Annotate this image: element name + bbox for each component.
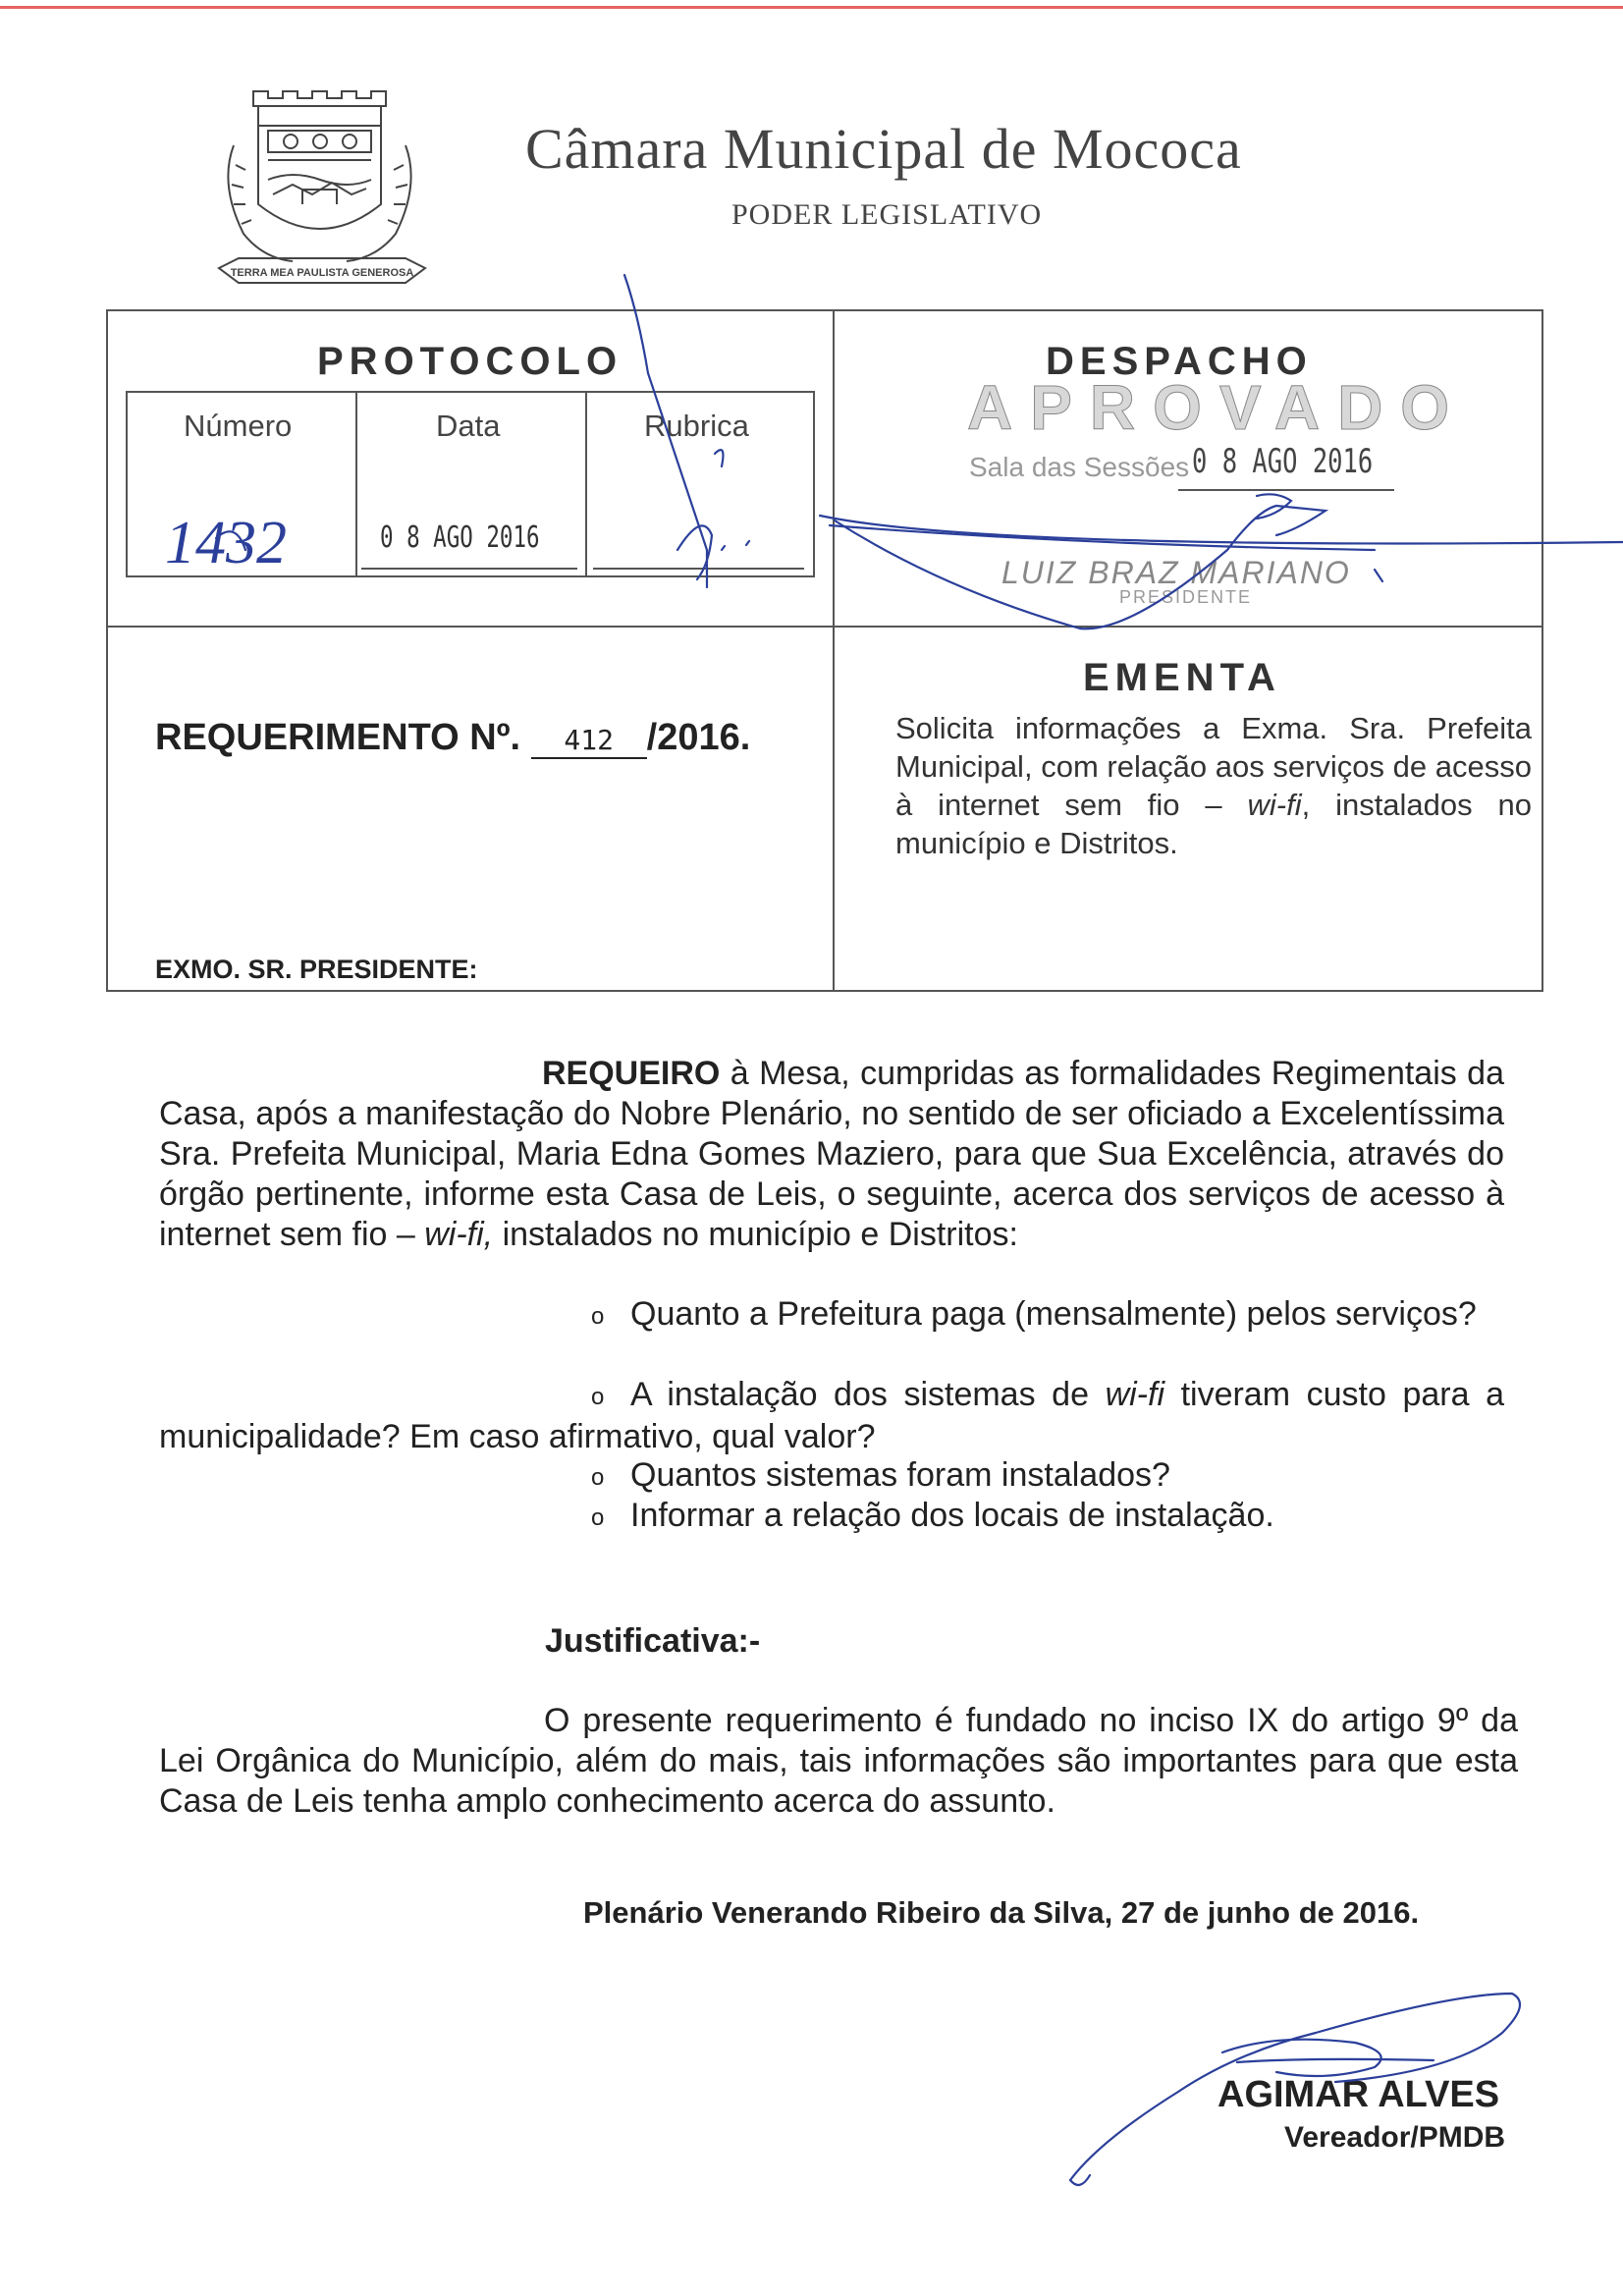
- organization-subtitle: PODER LEGISLATIVO: [731, 198, 1043, 231]
- protocolo-numero-value: 1432: [165, 510, 287, 576]
- organization-title: Câmara Municipal de Mococa: [525, 117, 1242, 181]
- aprovado-stamp: APROVADO: [967, 372, 1468, 443]
- ementa-title: EMENTA: [1083, 656, 1281, 699]
- bullet-item: o A instalação dos sistemas de wi-fi tiveram custo para a municipalidade? Em caso afirmativo, qual valor?: [159, 1376, 1504, 1455]
- sala-sessoes-date: 0 8 AGO 2016: [1192, 442, 1374, 481]
- request-paragraph: REQUEIRO à Mesa, cumpridas as formalidades Regimentais da Casa, após a manifestação do Nobre Plenário, no sentido de ser oficiado a Excelentíssima Sra. Prefeita Municipal, Maria Edna Gomes Maziero, para que Sua Excelência, através do órgão pertinente, informe esta Casa de Leis, o seguinte, acerca dos serviços de acesso à internet sem fio – wi-fi, instalados no município e Distritos:: [159, 1055, 1504, 1253]
- bullet-item: o Informar a relação dos locais de instalação.: [591, 1497, 1274, 1534]
- protocolo-data-value: 0 8 AGO 2016: [380, 520, 540, 555]
- protocolo-data-label: Data: [436, 409, 501, 443]
- protocolo-rubrica-label: Rubrica: [644, 409, 749, 443]
- ementa-text: Solicita informações a Exma. Sra. Prefeita Municipal, com relação aos serviços de acesso à internet sem fio – wi-fi, instalados no município e Distritos.: [895, 711, 1532, 860]
- sala-sessoes-label: Sala das Sessões: [969, 452, 1190, 482]
- protocolo-numero-label: Número: [184, 409, 293, 443]
- bullet-item: o Quanto a Prefeitura paga (mensalmente) pelos serviços?: [591, 1295, 1477, 1333]
- addressee: EXMO. SR. PRESIDENTE:: [155, 955, 478, 984]
- justificativa-heading: Justificativa:-: [545, 1622, 761, 1660]
- signer-name: AGIMAR ALVES: [1217, 2074, 1500, 2115]
- requerimento-number: 412: [531, 724, 647, 759]
- bullet-item: o Quantos sistemas foram instalados?: [591, 1456, 1170, 1494]
- protocolo-title: PROTOCOLO: [317, 340, 623, 383]
- despacho-title: DESPACHO: [1046, 340, 1313, 383]
- rubrica-stroke: [624, 275, 707, 587]
- crest-motto: TERRA MEA PAULISTA GENEROSA: [230, 267, 414, 279]
- president-name-stamp: LUIZ BRAZ MARIANO: [1001, 555, 1351, 590]
- president-role-stamp: PRESIDENTE: [1119, 587, 1253, 607]
- justificativa-text: O presente requerimento é fundado no inciso IX do artigo 9º da Lei Orgânica do Município, além do mais, tais informações são importantes para que esta Casa de Leis tenha amplo conhecimento acerca do assunto.: [159, 1702, 1518, 1820]
- requerimento-title: REQUERIMENTO Nº. 412 /2016.: [155, 717, 751, 758]
- signer-role: Vereador/PMDB: [1284, 2121, 1506, 2154]
- place-date: Plenário Venerando Ribeiro da Silva, 27 de junho de 2016.: [583, 1895, 1420, 1930]
